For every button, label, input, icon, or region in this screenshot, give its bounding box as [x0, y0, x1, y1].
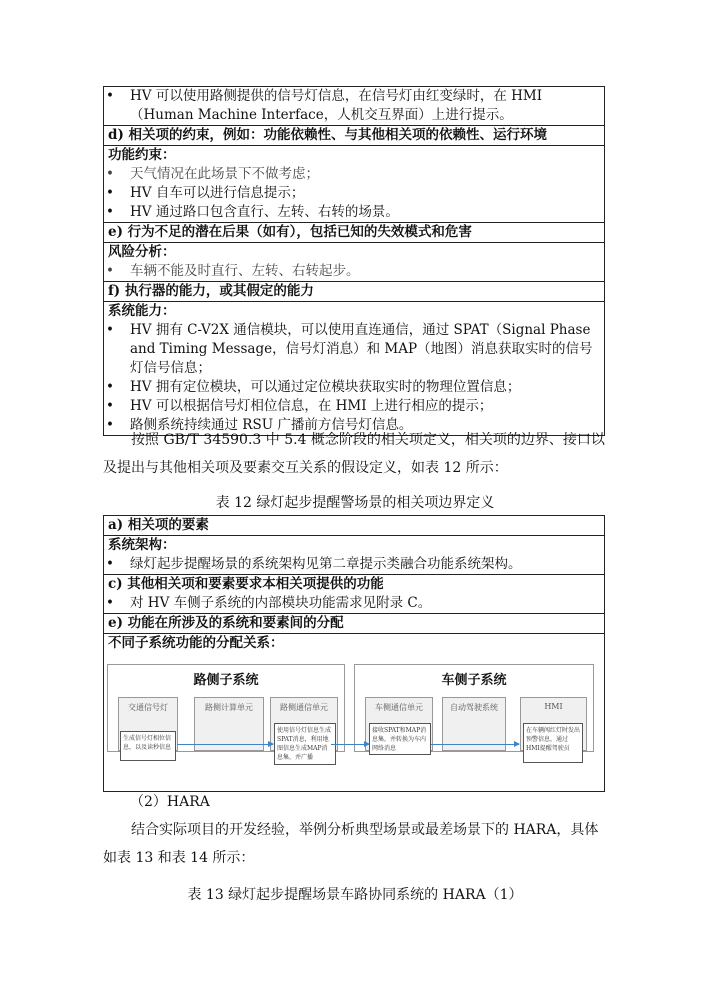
- flow-arrow: [177, 744, 273, 745]
- section-header: a) 相关项的要素: [108, 517, 209, 533]
- section-header: e) 功能在所涉及的系统和要素间的分配: [104, 613, 604, 633]
- list-item: • 车辆不能及时直行、左转、右转起步。: [104, 262, 604, 281]
- list-item: • 对 HV 车侧子系统的内部模块功能需求见附录 C。: [104, 594, 604, 613]
- unit-vehicle-comm: 车侧通信单元: [365, 697, 433, 751]
- subsystem-title: 车侧子系统: [441, 673, 507, 688]
- unit-traffic-light: 交通信号灯: [118, 697, 178, 751]
- list-item: • 天气情况在此场景下不做考虑；: [104, 165, 604, 184]
- vehicle-subsystem: [354, 664, 594, 752]
- section-subtitle: 功能约束：: [104, 145, 604, 165]
- section-subtitle: 系统架构：: [104, 535, 604, 555]
- subsystem-title: 路侧子系统: [193, 673, 259, 688]
- section-heading: （2）HARA: [130, 794, 210, 810]
- table-caption: 表 13 绿灯起步提醒场景车路协同系统的 HARA（1）: [187, 887, 523, 903]
- section-header: c) 其他相关项和要素要求本相关项提供的功能: [104, 574, 604, 594]
- unit-hmi: HMI: [520, 697, 587, 751]
- paragraph: 结合实际项目的开发经验，举例分析典型场景或最差场景下的 HARA，具体如表 13 和表 14 所示：: [103, 822, 599, 866]
- section-subtitle: 不同子系统功能的分配关系：: [104, 633, 604, 653]
- unit-autopilot: 自动驾驶系统: [442, 697, 506, 751]
- list-item: • HV 拥有 C-V2X 通信模块，可以使用直连通信，通过 SPAT（Signal Phase and Timing Message，信号灯消息）和 MAP（地图）消息获取实时的信号灯信号信息；: [104, 321, 604, 378]
- list-item: • HV 可以根据信号灯相位信息，在 HMI 上进行相应的提示；: [104, 397, 604, 416]
- section-subtitle: 系统能力：: [104, 301, 604, 321]
- list-item: • HV 可以使用路侧提供的信号灯信息，在信号灯由红变绿时，在 HMI（Human Machine Interface，人机交互界面）上进行提示。: [104, 87, 604, 125]
- note: 生成信号灯相位信息，以及读秒信息: [120, 731, 176, 761]
- list-item: • HV 拥有定位模块，可以通过定位模块获取实时的物理位置信息；: [104, 378, 604, 397]
- note: 使用信号灯信息生成SPAT消息，利用地图信息生成MAP消息集，并广播: [274, 723, 336, 765]
- section-header: d) 相关项的约束，例如：功能依赖性、与其他相关项的依赖性、运行环境: [104, 125, 604, 145]
- list-item: • 绿灯起步提醒场景的系统架构见第二章提示类融合功能系统架构。: [104, 555, 604, 574]
- flow-arrow: [331, 744, 369, 745]
- paragraph: 按照 GB/T 34590.3 中 5.4 概念阶段的相关项定义，相关项的边界、接口以及提出与其他相关项及要素交互关系的假设定义，如表 12 所示：: [103, 432, 605, 476]
- note: 在车辆闯红灯时发出预警信息，通过HMI提醒驾驶员: [523, 723, 583, 763]
- hazard-table: [103, 86, 605, 436]
- note: 接收SPAT和MAP消息集，并转换为车内网络消息: [369, 723, 431, 755]
- flow-arrow: [431, 744, 519, 745]
- table-caption: 表 12 绿灯起步提醒警场景的相关项边界定义: [215, 495, 495, 511]
- section-header: e) 行为不足的潜在后果（如有），包括已知的失效模式和危害: [104, 222, 604, 242]
- roadside-subsystem: [107, 664, 345, 761]
- list-item: • HV 自车可以进行信息提示；: [104, 184, 604, 203]
- list-item: • 路侧系统持续通过 RSU 广播前方信号灯信息。: [104, 416, 604, 435]
- unit-roadside-comm: 路侧通信单元: [270, 697, 338, 751]
- section-subtitle: 风险分析：: [104, 242, 604, 262]
- section-header: f) 执行器的能力，或其假定的能力: [104, 281, 604, 301]
- unit-roadside-compute: 路侧计算单元: [194, 697, 264, 751]
- list-item: • HV 通过路口包含直行、左转、右转的场景。: [104, 203, 604, 222]
